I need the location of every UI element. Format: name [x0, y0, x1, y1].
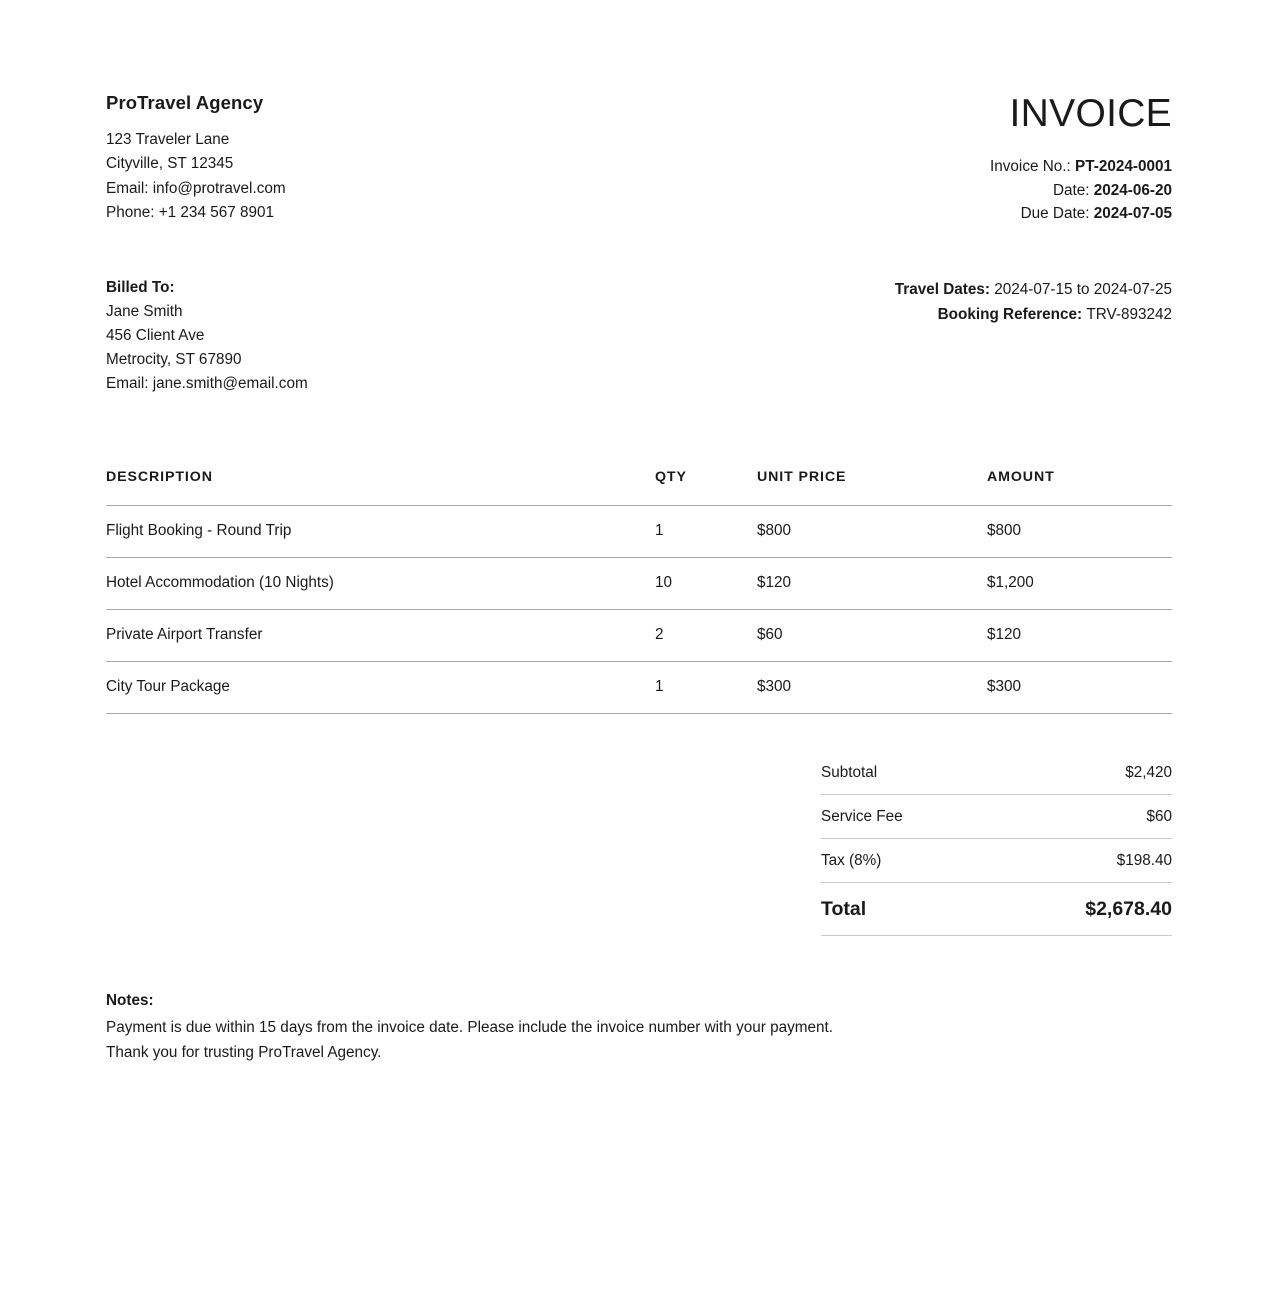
- service-fee-value: $60: [997, 794, 1173, 838]
- item-qty: 1: [655, 661, 757, 713]
- invoice-date-value: 2024-06-20: [1093, 181, 1172, 199]
- subtotal-label: Subtotal: [821, 751, 997, 795]
- column-header-description: DESCRIPTION: [106, 469, 655, 506]
- total-value: $2,678.40: [997, 882, 1173, 935]
- travel-dates-value: 2024-07-15 to 2024-07-25: [994, 280, 1172, 298]
- item-description: City Tour Package: [106, 661, 655, 713]
- item-amount: $1,200: [987, 557, 1172, 609]
- table-row: [106, 505, 1172, 557]
- column-header-unit-price: UNIT PRICE: [757, 469, 987, 506]
- agency-address-line-1: 123 Traveler Lane: [106, 131, 230, 149]
- billing-travel-section: [106, 276, 1172, 397]
- booking-reference-label: Booking Reference:: [937, 305, 1087, 323]
- subtotal-value: $2,420: [997, 751, 1173, 795]
- item-description: Hotel Accommodation (10 Nights): [106, 557, 655, 609]
- client-address-line: 456 Client Ave: [106, 326, 205, 344]
- item-qty: 10: [655, 557, 757, 609]
- service-fee-row: [821, 794, 1172, 838]
- invoice-meta: [990, 92, 1172, 226]
- billed-to-block: [106, 276, 308, 397]
- agency-address-line-2: Cityville, ST 12345: [106, 155, 234, 173]
- client-city-line: Metrocity, ST 67890: [106, 351, 242, 369]
- item-amount: $800: [987, 505, 1172, 557]
- column-header-amount: AMOUNT: [987, 469, 1172, 506]
- table-row: [106, 609, 1172, 661]
- billed-to-heading: Billed To:: [106, 278, 175, 296]
- agency-name: ProTravel Agency: [106, 92, 264, 113]
- travel-details-block: [895, 276, 1172, 327]
- service-fee-label: Service Fee: [821, 794, 997, 838]
- invoice-sheet: [106, 0, 1172, 1066]
- invoice-title: INVOICE: [1009, 92, 1172, 135]
- total-row: [821, 882, 1172, 935]
- agency-phone: Phone: +1 234 567 8901: [106, 203, 274, 221]
- column-header-qty: QTY: [655, 469, 757, 506]
- invoice-due-date-row: [990, 202, 1172, 226]
- client-name: Jane Smith: [106, 302, 183, 320]
- item-amount: $120: [987, 609, 1172, 661]
- item-amount: $300: [987, 661, 1172, 713]
- travel-dates-label: Travel Dates:: [894, 280, 995, 298]
- totals-table: [821, 751, 1172, 936]
- table-header-row: [106, 469, 1172, 506]
- agency-info: [106, 92, 286, 225]
- item-unit-price: $300: [757, 661, 987, 713]
- notes-line-1: Payment is due within 15 days from the invoice date. Please include the invoice number with your payment.: [106, 1018, 833, 1036]
- tax-value: $198.40: [997, 838, 1173, 882]
- invoice-header: [106, 0, 1172, 226]
- notes-heading: Notes:: [106, 991, 154, 1009]
- notes-section: [106, 988, 1172, 1066]
- invoice-number-row: [990, 155, 1172, 179]
- booking-reference-row: [895, 302, 1172, 327]
- invoice-date-row: [990, 179, 1172, 203]
- tax-row: [821, 838, 1172, 882]
- invoice-date-label: Date:: [1052, 181, 1094, 199]
- subtotal-row: [821, 751, 1172, 795]
- table-row: [106, 661, 1172, 713]
- notes-line-2: Thank you for trusting ProTravel Agency.: [106, 1044, 382, 1062]
- item-qty: 1: [655, 505, 757, 557]
- tax-label: Tax (8%): [821, 838, 997, 882]
- invoice-due-date-label: Due Date:: [1020, 205, 1094, 222]
- invoice-number-value: PT-2024-0001: [1075, 158, 1172, 175]
- total-label: Total: [821, 882, 997, 935]
- invoice-number-label: Invoice No.:: [990, 158, 1076, 175]
- agency-email: Email: info@protravel.com: [106, 179, 286, 197]
- item-qty: 2: [655, 609, 757, 661]
- table-row: [106, 557, 1172, 609]
- item-description: Flight Booking - Round Trip: [106, 505, 655, 557]
- invoice-due-date-value: 2024-07-05: [1093, 205, 1172, 222]
- item-unit-price: $60: [757, 609, 987, 661]
- client-email: Email: jane.smith@email.com: [106, 375, 308, 393]
- line-items-table: [106, 469, 1172, 714]
- totals-section: [106, 751, 1172, 936]
- travel-dates-row: [895, 277, 1172, 302]
- item-unit-price: $120: [757, 557, 987, 609]
- booking-reference-value: TRV-893242: [1086, 305, 1172, 323]
- item-unit-price: $800: [757, 505, 987, 557]
- item-description: Private Airport Transfer: [106, 609, 655, 661]
